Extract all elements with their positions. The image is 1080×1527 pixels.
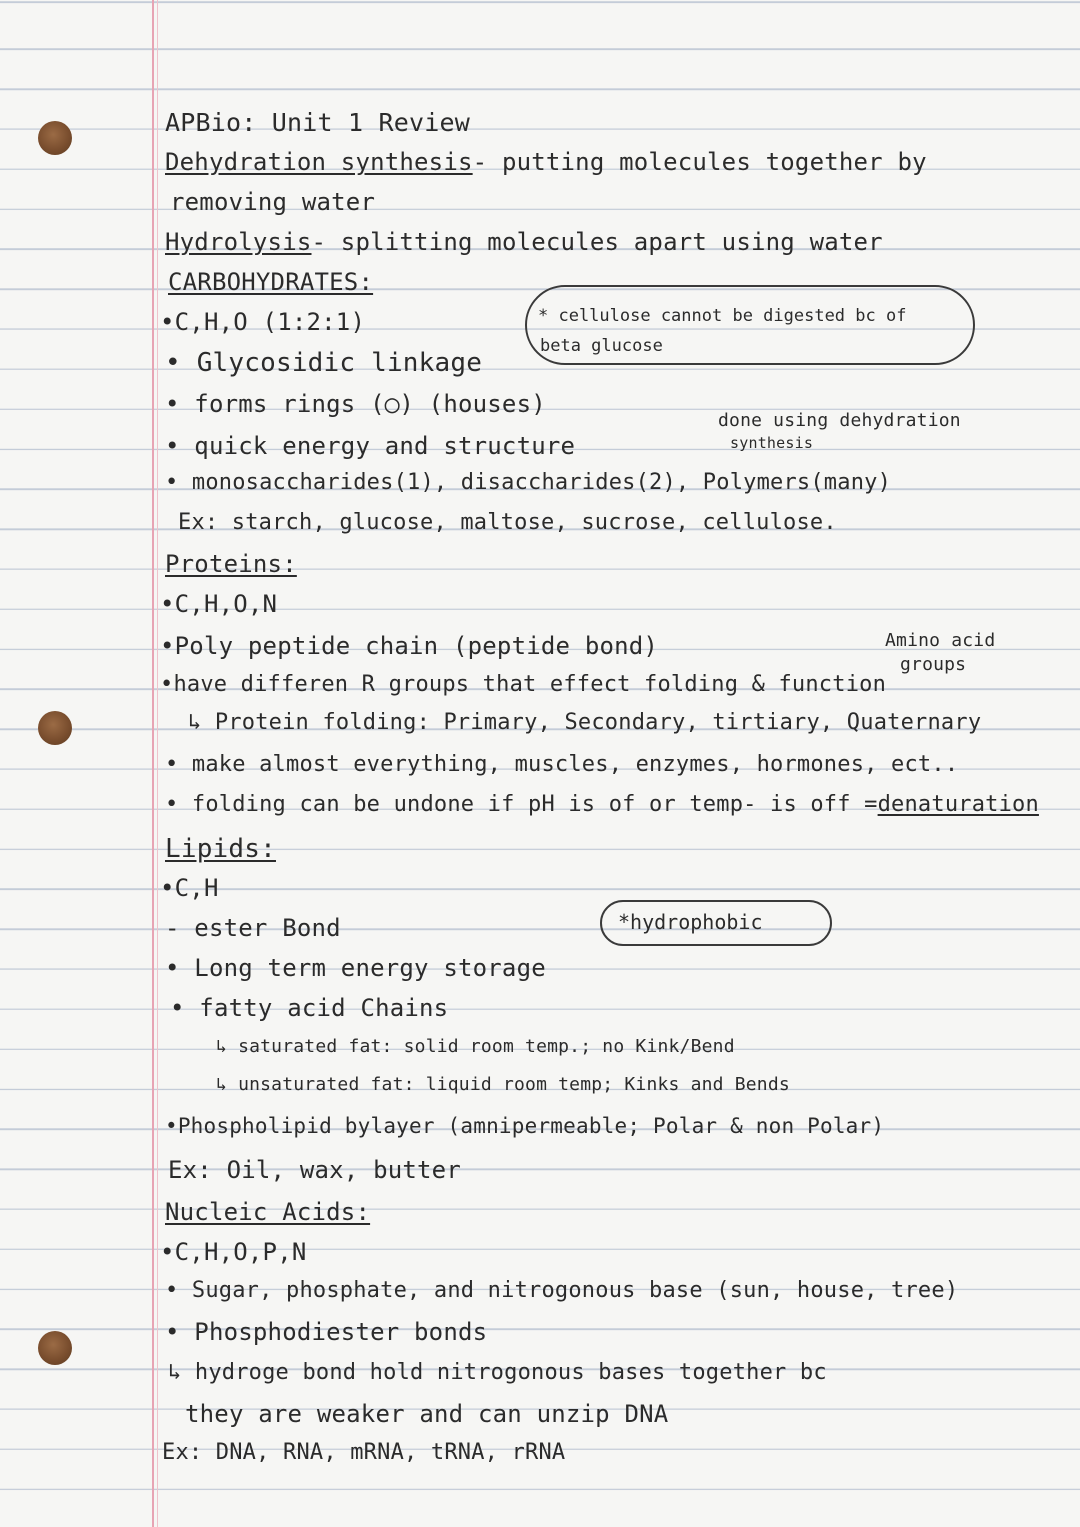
lipids-elements: •C,H: [160, 874, 219, 902]
saccharide-types: • monosaccharides(1), disaccharides(2), Polymers(many): [165, 470, 892, 495]
hydrolysis-term: Hydrolysis: [165, 228, 312, 256]
page-title: APBio: Unit 1 Review: [165, 108, 471, 137]
carbohydrate-examples: Ex: starch, glucose, maltose, sucrose, cellulose.: [178, 510, 837, 535]
amino-acid-note: Amino acid: [885, 630, 996, 651]
protein-functions: • make almost everything, muscles, enzymes, hormones, ect..: [165, 752, 959, 777]
hydrophobic-note: *hydrophobic: [618, 910, 763, 934]
glycosidic-linkage: • Glycosidic linkage: [165, 348, 483, 378]
proteins-heading: Proteins:: [165, 550, 297, 578]
polypeptide-chain: •Poly peptide chain (peptide bond): [160, 632, 659, 660]
carbohydrates-heading: CARBOHYDRATES:: [168, 268, 374, 296]
hydrogen-bond-note-cont: they are weaker and can unzip DNA: [185, 1400, 669, 1428]
forms-rings: • forms rings (◯) (houses): [165, 390, 546, 418]
denaturation-word: denaturation: [877, 792, 1039, 817]
carbohydrates-elements: •C,H,O (1:2:1): [160, 308, 366, 336]
protein-folding-levels: ↳ Protein folding: Primary, Secondary, tirtiary, Quaternary: [188, 710, 982, 735]
nucleotide-parts: • Sugar, phosphate, and nitrogonous base (sun, house, tree): [165, 1278, 959, 1303]
long-term-storage: • Long term energy storage: [165, 954, 546, 982]
nucleic-acids-heading: Nucleic Acids:: [165, 1198, 371, 1226]
margin-line: [152, 0, 154, 1527]
binder-hole-bottom: [38, 1331, 72, 1365]
hydrogen-bond-note: ↳ hydroge bond hold nitrogonous bases together bc: [168, 1360, 827, 1385]
dehydration-definition: - putting molecules together by: [472, 148, 927, 176]
cellulose-note-line2: beta glucose: [540, 336, 663, 356]
denaturation-line: [165, 792, 1039, 817]
amino-acid-note-2: groups: [900, 654, 967, 675]
hydrolysis-definition: - splitting molecules apart using water: [311, 228, 883, 256]
r-groups: •have differen R groups that effect folding & function: [160, 672, 887, 697]
hydrolysis-line: [165, 228, 883, 256]
dehydration-line: [165, 148, 927, 176]
binder-hole-top: [38, 121, 72, 155]
fatty-acid-chains: • fatty acid Chains: [170, 994, 449, 1022]
quick-energy: • quick energy and structure: [165, 432, 576, 460]
proteins-elements: •C,H,O,N: [160, 590, 278, 618]
cellulose-note-line1: * cellulose cannot be digested bc of: [538, 306, 907, 326]
phosphodiester-bonds: • Phosphodiester bonds: [165, 1318, 488, 1346]
lipids-heading: Lipids:: [165, 834, 276, 864]
margin-line-inner: [157, 0, 158, 1527]
nucleic-acid-examples: Ex: DNA, RNA, mRNA, tRNA, rRNA: [162, 1440, 566, 1465]
ester-bond: - ester Bond: [165, 914, 341, 942]
nucleic-acids-elements: •C,H,O,P,N: [160, 1238, 307, 1266]
saturated-fat: ↳ saturated fat: solid room temp.; no Kink/Bend: [216, 1036, 735, 1057]
unsaturated-fat: ↳ unsaturated fat: liquid room temp; Kinks and Bends: [216, 1074, 790, 1095]
dehydration-definition-cont: removing water: [170, 188, 376, 216]
denaturation-prefix: • folding can be undone if pH is of or temp- is off =: [165, 792, 878, 817]
lipid-examples: Ex: Oil, wax, butter: [168, 1156, 461, 1184]
phospholipid-bilayer: •Phospholipid bylayer (amnipermeable; Polar & non Polar): [165, 1114, 885, 1138]
dehydration-arrow-note: done using dehydration: [718, 410, 961, 431]
dehydration-term: Dehydration synthesis: [165, 148, 473, 176]
dehydration-arrow-note-2: synthesis: [730, 434, 814, 452]
binder-hole-middle: [38, 711, 72, 745]
